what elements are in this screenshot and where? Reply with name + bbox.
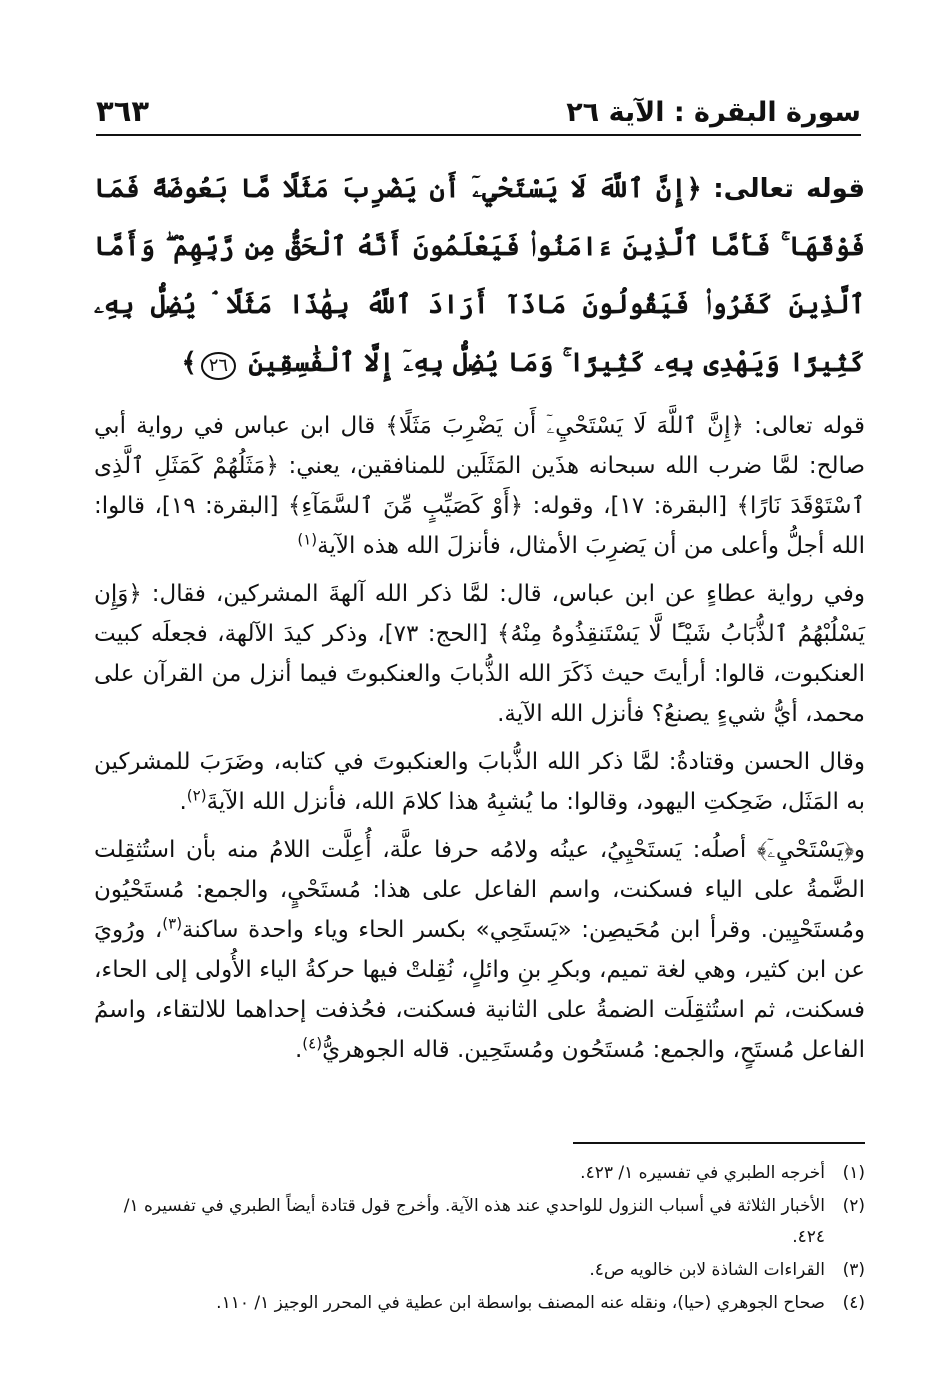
verse-close-bracket: ﴾ bbox=[181, 348, 197, 378]
footnote-number: (٢) bbox=[842, 1196, 865, 1216]
footnote-text: الأخبار الثلاثة في أسباب النزول للواحدي عند هذه الآية. وأخرج قول قتادة أيضاً الطبري في تفسيره ١/ ٤٢٤. bbox=[123, 1196, 825, 1247]
footnote-text: القراءات الشاذة لابن خالويه ص٤. bbox=[589, 1260, 825, 1280]
footnotes bbox=[94, 1158, 865, 1321]
page-header bbox=[96, 84, 861, 136]
commentary-paragraph-4: و﴿يَسْتَحْيِۦٓ﴾ أصلُه: يَستَحْيِيُ، عينُه ولامُه حرفا علَّة، أُعِلَّت اللامُ منه بأن استُثقِلت الضَّمةُ على الياء فسكنت، واسم الفاعل على هذا: مُستَحْيٍ، والجمع: مُستَحْيُون ومُستَحْيِين. وقرأ ابن مُحَيصِن: «يَستَحِي» بكسر الحاء وياء واحدة ساكنة$^{(٣)}$، ورُويَ عن ابن كثير، وهي لغة تميم، وبكرِ بنِ وائلٍ، نُقِلتْ فيها حركةُ الياء الأُولى إلى الحاء، فسكنت، ثم استُثقِلَت الضمةُ على الثانية فسكنت، فحُذفت إحداهما للالتقاء، واسمُ الفاعل مُستَحٍ، والجمع: مُستَحُون ومُستَحِين. قاله الجوهريُّ$^{(٤)}$. bbox=[94, 837, 865, 1063]
footnote-text: صحاح الجوهري (حيا)، ونقله عنه المصنف بواسطة ابن عطية في المحرر الوجيز ١/ ١١٠. bbox=[216, 1293, 825, 1313]
commentary-paragraph-3: وقال الحسن وقتادةُ: لمَّا ذكر الله الذُّبابَ والعنكبوتَ في كتابه، وضَرَبَ للمشركين به المَثَل، ضَحِكتِ اليهود، وقالوا: ما يُشبِهُ هذا كلامَ الله، فأنزل الله الآيةَ$^{(٢)}$. bbox=[94, 749, 865, 815]
main-text bbox=[94, 160, 865, 1078]
paragraph-text: و﴿يَسْتَحْيِۦٓ﴾ أصلُه: يَستَحْيِيُ، عينُه ولامُه حرفا علَّة، أُعِلَّت اللامُ منه بأن استُثقِلت الضَّمةُ على الياء فسكنت، واسم الفاعل على هذا: مُستَحْيٍ، والجمع: مُستَحْيُون ومُستَحْيِين. وقرأ ابن مُحَيصِن: «يَستَحِي» بكسر الحاء وياء واحدة ساكنة bbox=[94, 837, 865, 943]
ayah-number-marker: ٢٦ bbox=[201, 352, 236, 380]
footnote bbox=[94, 1191, 865, 1253]
footnote-number: (٤) bbox=[842, 1293, 865, 1313]
footnote bbox=[94, 1255, 865, 1286]
verse-label: قوله تعالى: bbox=[713, 174, 866, 204]
footnote-ref: (١) bbox=[297, 530, 318, 549]
footnote-number: (٣) bbox=[842, 1260, 865, 1280]
footnote-ref: (٢) bbox=[186, 786, 207, 805]
footnote-text: أخرجه الطبري في تفسيره ١/ ٤٢٣. bbox=[580, 1163, 825, 1183]
paragraph-text: وقال الحسن وقتادةُ: لمَّا ذكر الله الذُّبابَ والعنكبوتَ في كتابه، وضَرَبَ للمشركين به المَثَل، ضَحِكتِ اليهود، وقالوا: ما يُشبِهُ هذا كلامَ الله، فأنزل الله الآيةَ bbox=[94, 749, 865, 815]
footnote-divider bbox=[573, 1142, 865, 1144]
commentary-paragraph-1 bbox=[94, 406, 865, 566]
footnote-ref: (٤) bbox=[302, 1034, 323, 1053]
page-number: ٣٦٣ bbox=[96, 94, 150, 128]
footnote-ref: (٣) bbox=[162, 914, 183, 933]
verse-block bbox=[94, 160, 865, 392]
paragraph-text: وفي رواية عطاءٍ عن ابن عباس، قال: لمَّا ذكر الله آلهةَ المشركين، فقال: ﴿وَإِن يَسْلُبْهُمُ ٱلذُّبَابُ شَيْـًٔا لَّا يَسْتَنقِذُوهُ مِنْهُ﴾ [الحج: ٧٣]، وذكر كيدَ الآلهة، فجعلَه كبيت العنكبوت، قالوا: أرأيتَ حيث ذَكَرَ الله الذُّبابَ والعنكبوتَ فيما أنزل من القرآن على محمد، أيُّ شيءٍ يصنعُ؟ فأنزل الله الآية. bbox=[94, 581, 865, 727]
paragraph-text-continued: ، ورُويَ عن ابن كثير، وهي لغة تميم، وبكرِ بنِ وائلٍ، نُقِلتْ فيها حركةُ الياء الأُولى إلى الحاء، فسكنت، ثم استُثقِلَت الضمةُ على الثانية فسكنت، فحُذفت إحداهما للالتقاء، واسمُ الفاعل مُستَحٍ، والجمع: مُستَحُون ومُستَحِين. قاله الجوهريُّ bbox=[94, 917, 865, 1063]
surah-title: سورة البقرة : الآية ٢٦ bbox=[566, 97, 861, 128]
quran-verse: ﴿إِنَّ ٱللَّهَ لَا يَسْتَحْيِۦٓ أَن يَضْرِبَ مَثَلًا مَّا بَعُوضَةً فَمَا فَوْقَهَا ۚ فَأَمَّا ٱلَّذِينَ ءَامَنُوا۟ فَيَعْلَمُونَ أَنَّهُ ٱلْحَقُّ مِن رَّبِّهِمْ ۖ وَأَمَّا ٱلَّذِينَ كَفَرُوا۟ فَيَقُولُونَ مَاذَآ أَرَادَ ٱللَّهُ بِهَٰذَا مَثَلًا ۘ يُضِلُّ بِهِۦ كَثِيرًا وَيَهْدِى بِهِۦ كَثِيرًا ۚ وَمَا يُضِلُّ بِهِۦٓ إِلَّا ٱلْفَٰسِقِينَ bbox=[94, 174, 865, 378]
footnote bbox=[94, 1288, 865, 1319]
footnote bbox=[94, 1158, 865, 1189]
commentary-paragraph-2 bbox=[94, 574, 865, 734]
footnote-number: (١) bbox=[842, 1163, 865, 1183]
paragraph-text: قوله تعالى: ﴿إِنَّ ٱللَّهَ لَا يَسْتَحْيِۦٓ أَن يَضْرِبَ مَثَلًا﴾ قال ابن عباس في رواية أبي صالح: لمَّا ضرب الله سبحانه هذَين المَثَلَين للمنافقين، يعني: ﴿مَثَلُهُمْ كَمَثَلِ ٱلَّذِى ٱسْتَوْقَدَ نَارًا﴾ [البقرة: ١٧]، وقوله: ﴿أَوْ كَصَيِّبٍ مِّنَ ٱلسَّمَآءِ﴾ [البقرة: ١٩]، قالوا: الله أجلُّ وأعلى من أن يَضرِبَ الأمثال، فأنزلَ الله هذه الآية bbox=[94, 413, 866, 559]
